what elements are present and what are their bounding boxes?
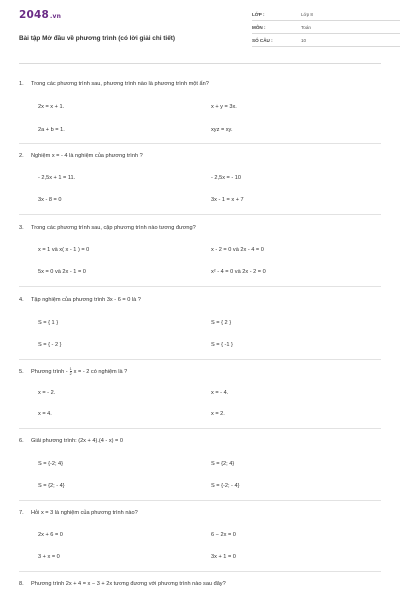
question-number: 1.: [19, 81, 24, 87]
question-7: [19, 510, 381, 560]
meta-row-subject: [252, 21, 400, 34]
meta-label: SỐ CÂU :: [252, 37, 273, 43]
answer-option-a[interactable]: 2x + 6 = 0: [38, 532, 63, 538]
question-prompt: Hỏi x = 3 là nghiệm của phương trình nào?: [31, 510, 138, 516]
question-prompt: Trong các phương trình sau, phương trình nào là phương trình một ẩn?: [31, 81, 209, 87]
question-prompt: Giải phương trình: (2x + 4).(4 - x) = 0: [31, 438, 123, 444]
question-text: [19, 581, 381, 587]
meta-table: [252, 8, 400, 47]
fraction: [70, 367, 72, 376]
answer-option-b[interactable]: x - 2 = 0 và 2x - 4 = 0: [211, 247, 264, 253]
question-prompt: Trong các phương trình sau, cặp phương trình nào tương đương?: [31, 225, 196, 231]
answer-option-a[interactable]: x = 1 và x( x - 1 ) = 0: [38, 247, 90, 253]
meta-value: 10: [301, 37, 307, 43]
meta-value: Toán: [301, 24, 311, 30]
question-4: [19, 297, 381, 348]
question-number: 5.: [19, 368, 24, 375]
answer-option-a[interactable]: S = { 1 }: [38, 320, 59, 326]
question-number: 2.: [19, 153, 24, 159]
answer-option-c[interactable]: S = {2; - 4}: [38, 483, 65, 489]
answer-option-a[interactable]: 2x = x + 1.: [38, 104, 65, 110]
meta-label: LỚP :: [252, 11, 265, 17]
fraction-denominator: 2: [69, 372, 72, 376]
logo-suffix: .vn: [50, 13, 62, 20]
answer-option-d[interactable]: S = {-2; - 4}: [211, 483, 240, 489]
answer-option-d[interactable]: x = 2.: [211, 411, 225, 417]
logo-text: 2048: [19, 9, 50, 21]
question-prompt: Tập nghiệm của phương trình 3x - 6 = 0 là ?: [31, 297, 141, 303]
answer-option-d[interactable]: 3x - 1 = x + 7: [211, 197, 244, 203]
answer-option-d[interactable]: S = { -1 }: [211, 342, 233, 348]
question-divider: [19, 500, 381, 501]
question-text: [19, 438, 381, 444]
answer-option-a[interactable]: S = {-2; 4}: [38, 461, 64, 467]
question-number: 8.: [19, 581, 24, 587]
answer-option-a[interactable]: - 2,5x + 1 = 11.: [38, 175, 76, 181]
meta-row-count: [252, 34, 400, 47]
answer-option-b[interactable]: x = - 4.: [211, 390, 229, 396]
question-text: [19, 367, 381, 376]
question-divider: [19, 214, 381, 215]
question-5: [19, 367, 381, 417]
question-number: 7.: [19, 510, 24, 516]
site-logo[interactable]: [19, 9, 61, 21]
question-text: [19, 510, 381, 516]
question-prompt-start: Phương trình -: [31, 368, 68, 375]
answer-option-a[interactable]: x = - 2.: [38, 390, 56, 396]
answer-option-d[interactable]: x² - 4 = 0 và 2x - 2 = 0: [211, 269, 266, 275]
question-divider: [19, 571, 381, 572]
answer-option-b[interactable]: x + y = 3x.: [211, 104, 237, 110]
question-number: 4.: [19, 297, 24, 303]
header-divider: [19, 63, 381, 64]
answer-option-d[interactable]: xyz = xy.: [211, 127, 233, 133]
answer-option-c[interactable]: 5x = 0 và 2x - 1 = 0: [38, 269, 86, 275]
question-text: [19, 297, 381, 303]
question-3: [19, 225, 381, 275]
answer-option-c[interactable]: 3x - 8 = 0: [38, 197, 62, 203]
answer-option-b[interactable]: S = {2; 4}: [211, 461, 235, 467]
question-text: [19, 81, 381, 87]
answer-option-d[interactable]: 3x + 1 = 0: [211, 554, 236, 560]
question-divider: [19, 428, 381, 429]
answer-option-b[interactable]: S = { 2 }: [211, 320, 232, 326]
question-1: [19, 81, 381, 133]
answer-option-c[interactable]: x = 4.: [38, 411, 52, 417]
question-divider: [19, 143, 381, 144]
fraction-numerator: 1: [69, 367, 72, 371]
question-number: 6.: [19, 438, 24, 444]
meta-row-class: [252, 8, 400, 21]
question-2: [19, 153, 381, 203]
question-divider: [19, 359, 381, 360]
question-prompt: Nghiệm x = - 4 là nghiệm của phương trình ?: [31, 153, 143, 159]
answer-option-c[interactable]: 3 + x = 0: [38, 554, 60, 560]
question-number: 3.: [19, 225, 24, 231]
question-text: [19, 153, 381, 159]
question-divider: [19, 286, 381, 287]
header: [19, 8, 381, 58]
document-title: Bài tập Mở đầu về phương trình (có lời giải chi tiết): [19, 35, 176, 42]
question-6: [19, 438, 381, 489]
question-text: [19, 225, 381, 231]
answer-option-b[interactable]: 6 − 2x = 0: [211, 532, 236, 538]
answer-option-c[interactable]: 2a + b = 1.: [38, 127, 65, 133]
question-prompt-end: x = - 2 có nghiệm là ?: [73, 368, 128, 375]
answer-option-c[interactable]: S = { - 2 }: [38, 342, 62, 348]
question-prompt: Phương trình 2x + 4 = x − 3 + 2x tương đương với phương trình nào sau đây?: [31, 581, 226, 587]
answer-option-b[interactable]: - 2,5x = - 10: [211, 175, 242, 181]
meta-label: MÔN :: [252, 24, 266, 30]
meta-value: Lớp 8: [301, 11, 313, 17]
question-8: [19, 581, 381, 587]
